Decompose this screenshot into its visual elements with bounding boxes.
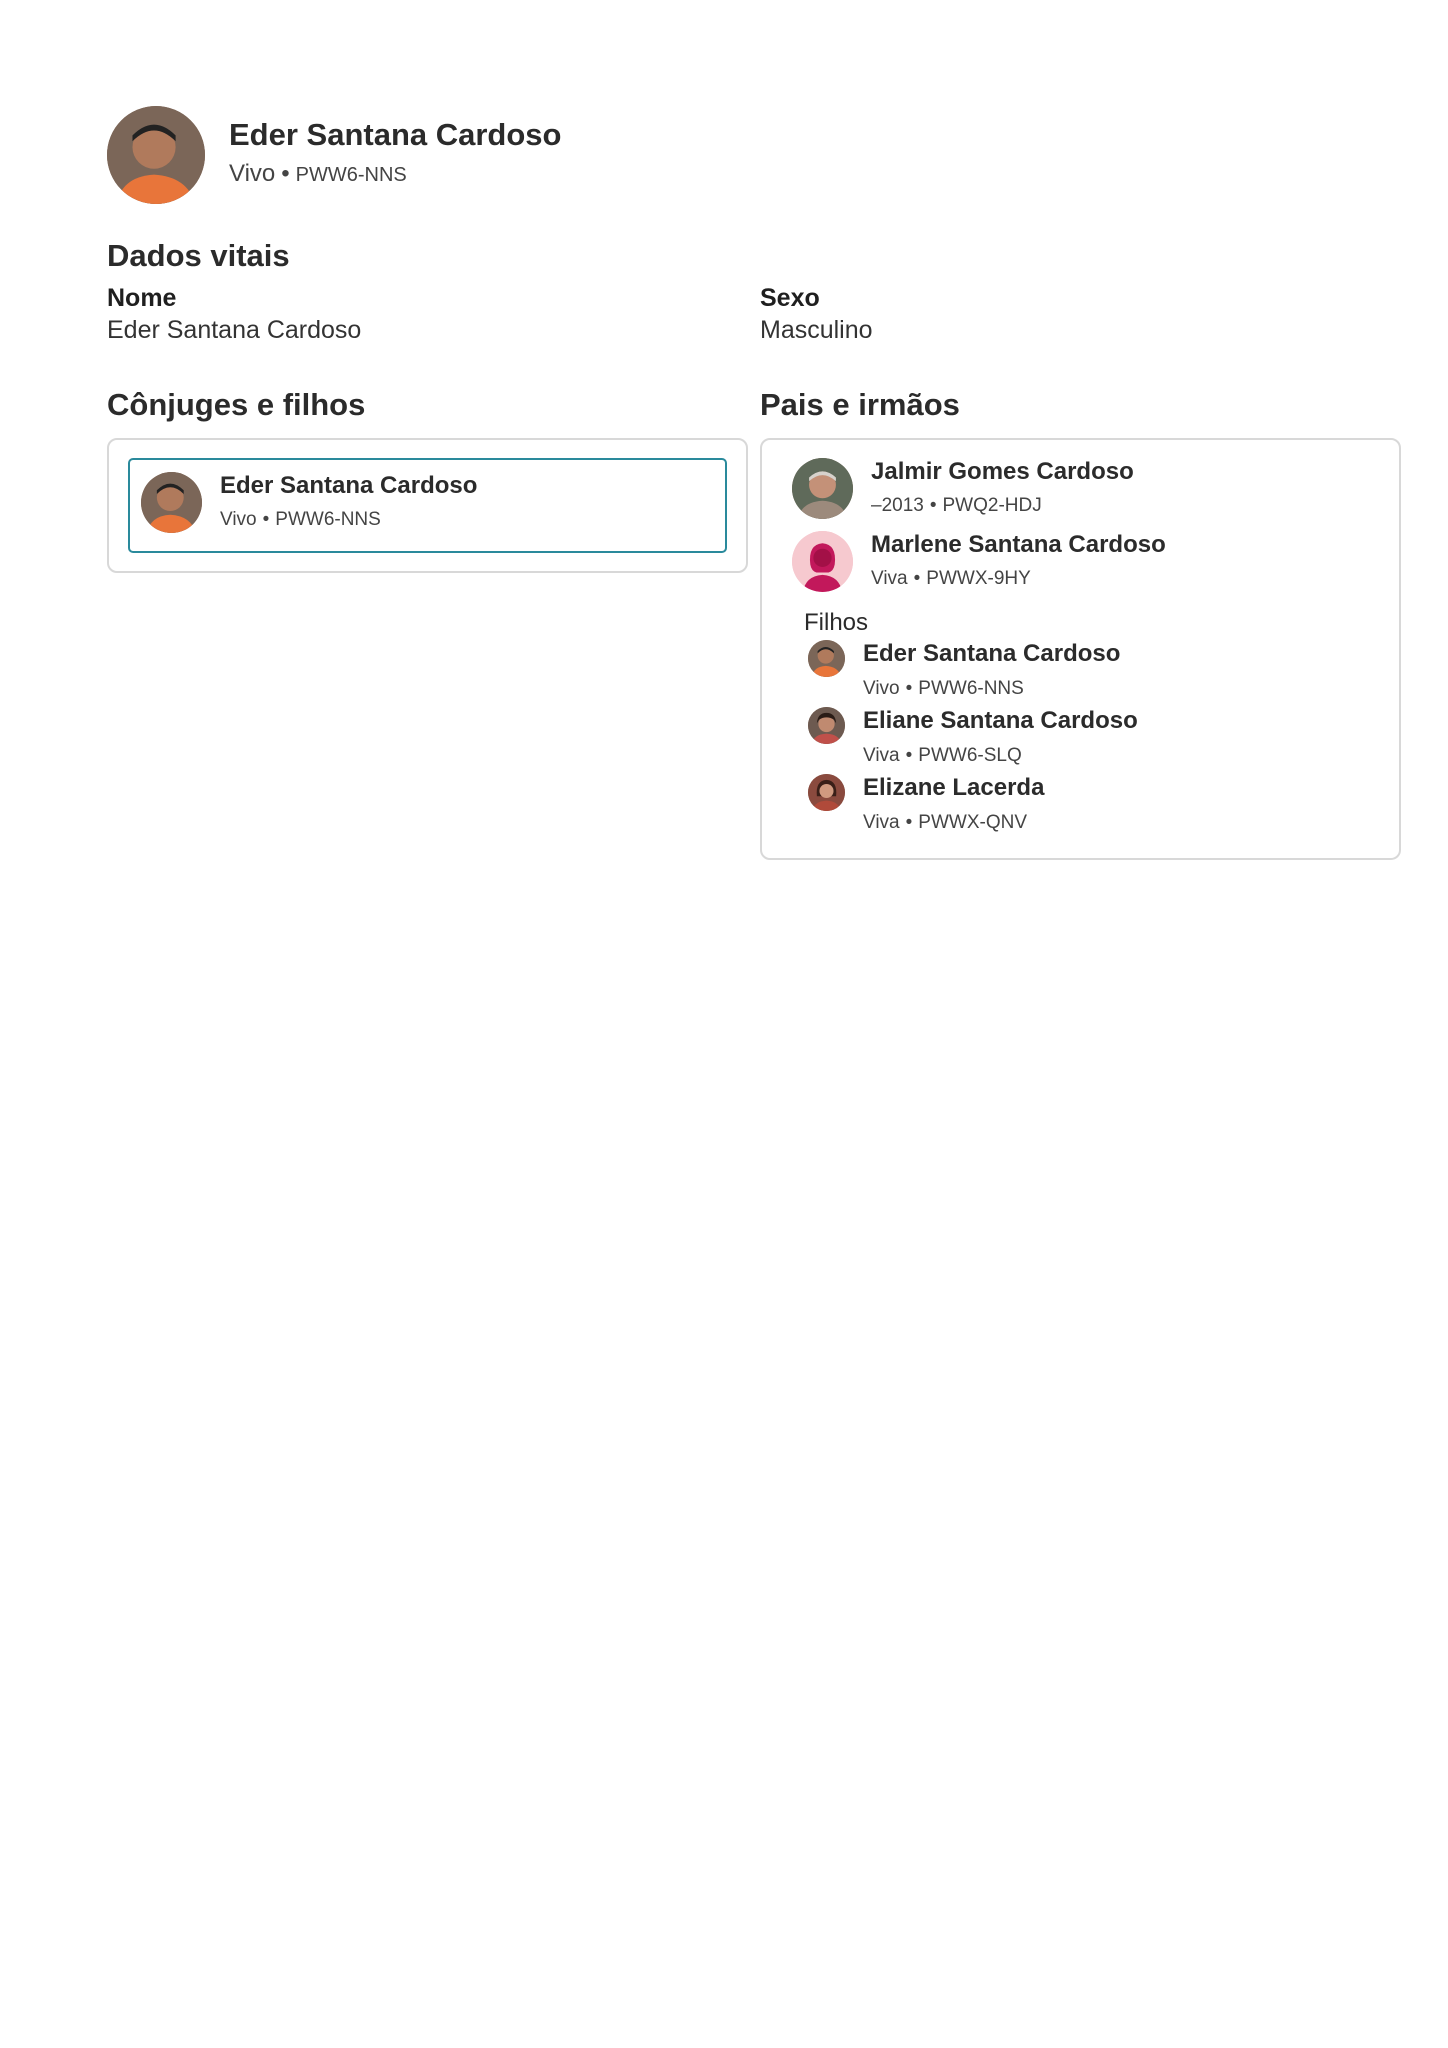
name-label: Nome	[107, 284, 177, 312]
father-avatar	[792, 458, 853, 519]
name-value: Eder Santana Cardoso	[107, 316, 362, 344]
female-silhouette-icon	[792, 531, 853, 592]
person-id: PWW6-NNS	[295, 164, 407, 186]
spouse-avatar	[141, 472, 202, 533]
profile-avatar	[107, 106, 205, 204]
child-meta: Viva • PWW6-SLQ	[863, 745, 1022, 766]
child-avatar	[808, 707, 845, 744]
father-meta: –2013 • PWQ2-HDJ	[871, 495, 1042, 516]
header-meta: Vivo • PWW6-NNS	[229, 160, 407, 187]
child-name[interactable]: Eder Santana Cardoso	[863, 640, 1121, 667]
spouse-name[interactable]: Eder Santana Cardoso	[220, 472, 478, 499]
mother-avatar	[792, 531, 853, 592]
page-title: Eder Santana Cardoso	[229, 117, 562, 152]
child-meta: Vivo • PWW6-NNS	[863, 678, 1024, 699]
child-avatar	[808, 774, 845, 811]
person-photo-icon	[808, 774, 845, 811]
person-photo-icon	[107, 106, 205, 204]
spouse-meta: Vivo • PWW6-NNS	[220, 509, 381, 530]
person-photo-icon	[141, 472, 202, 533]
vitals-section-title: Dados vitais	[107, 238, 290, 273]
child-avatar	[808, 640, 845, 677]
child-name[interactable]: Eliane Santana Cardoso	[863, 707, 1138, 734]
child-name[interactable]: Elizane Lacerda	[863, 774, 1045, 801]
spouses-section-title: Cônjuges e filhos	[107, 387, 366, 422]
sex-value: Masculino	[760, 316, 873, 344]
life-status: Vivo	[229, 160, 276, 187]
mother-name[interactable]: Marlene Santana Cardoso	[871, 531, 1166, 558]
mother-meta: Viva • PWWX-9HY	[871, 568, 1031, 589]
child-meta: Viva • PWWX-QNV	[863, 812, 1027, 833]
person-photo-icon	[808, 707, 845, 744]
sex-label: Sexo	[760, 284, 820, 312]
children-label: Filhos	[804, 609, 869, 636]
parents-section-title: Pais e irmãos	[760, 387, 960, 422]
father-name[interactable]: Jalmir Gomes Cardoso	[871, 458, 1134, 485]
person-photo-icon	[792, 458, 853, 519]
person-photo-icon	[808, 640, 845, 677]
